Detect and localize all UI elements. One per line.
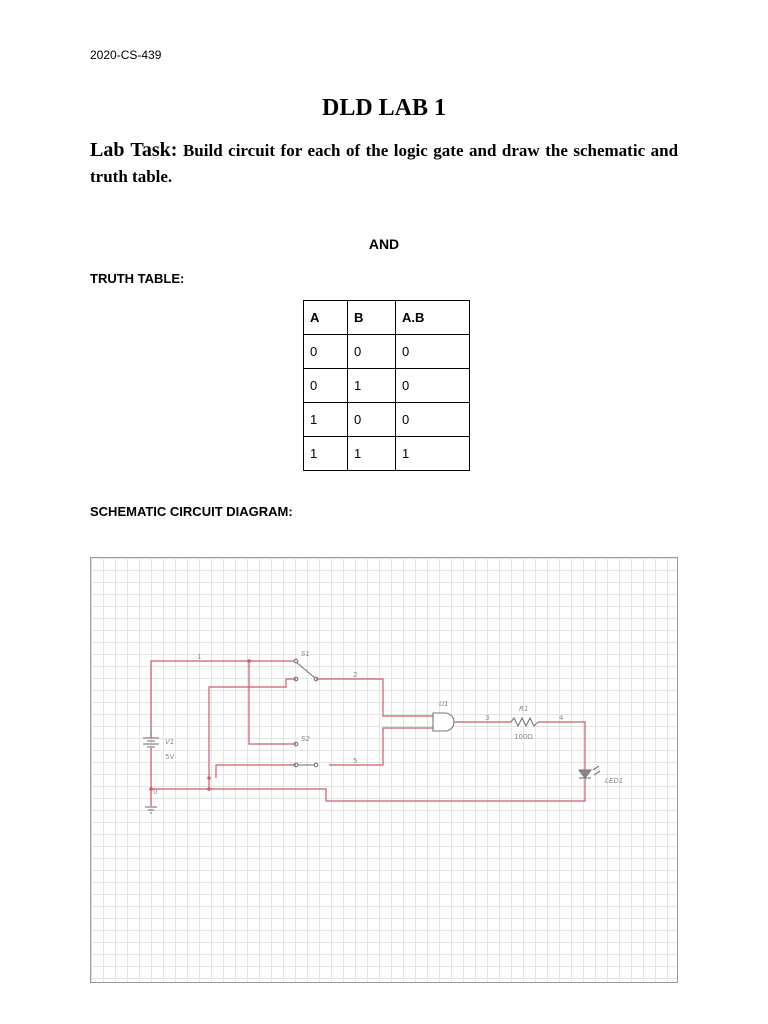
table-row bbox=[304, 437, 470, 471]
resistor-r1-label: R1 bbox=[519, 705, 529, 713]
junction-dots bbox=[149, 659, 251, 791]
table-cell: 0 bbox=[396, 335, 470, 369]
column-header-b: B bbox=[348, 301, 396, 335]
net-label-5: 5 bbox=[353, 757, 358, 765]
schematic-svg bbox=[91, 558, 679, 984]
lab-task bbox=[90, 137, 678, 190]
table-row bbox=[304, 369, 470, 403]
junction-dot bbox=[247, 659, 251, 663]
switch-s1-icon bbox=[294, 659, 318, 681]
gate-name: AND bbox=[368, 236, 400, 252]
switch-s2-label: S2 bbox=[301, 735, 310, 743]
column-header-output: A.B bbox=[396, 301, 470, 335]
battery-v1-label: V1 bbox=[165, 738, 175, 746]
wire-net-5 bbox=[216, 765, 296, 778]
ground-icon bbox=[145, 807, 157, 813]
net-label-1: 1 bbox=[197, 653, 202, 661]
table-row bbox=[304, 403, 470, 437]
resistor-value-label: 100Ω bbox=[514, 733, 533, 741]
switch-s1-label: S1 bbox=[301, 650, 310, 658]
net-label-4: 4 bbox=[559, 714, 564, 722]
roll-number: 2020-CS-439 bbox=[90, 48, 162, 62]
table-cell: 0 bbox=[396, 369, 470, 403]
table-cell: 0 bbox=[396, 403, 470, 437]
wire-net-4 bbox=[538, 722, 585, 770]
net-label-3: 3 bbox=[485, 714, 490, 722]
junction-dot bbox=[207, 787, 211, 791]
table-cell: 0 bbox=[348, 403, 396, 437]
truth-table-header-row bbox=[304, 301, 470, 335]
truth-table-heading: TRUTH TABLE: bbox=[90, 271, 185, 286]
and-gate-icon bbox=[433, 713, 457, 731]
table-cell: 0 bbox=[304, 335, 348, 369]
table-cell: 1 bbox=[304, 403, 348, 437]
table-cell: 1 bbox=[348, 437, 396, 471]
column-header-a: A bbox=[304, 301, 348, 335]
schematic-diagram bbox=[90, 557, 678, 983]
lab-task-label: Lab Task: bbox=[90, 139, 178, 161]
led-icon bbox=[579, 766, 600, 778]
switch-s2-icon bbox=[294, 742, 318, 767]
resistor-icon bbox=[511, 718, 538, 726]
page-title: DLD LAB 1 bbox=[321, 95, 447, 121]
net-label-0: 0 bbox=[153, 788, 158, 796]
wire-gate-input-b bbox=[329, 728, 433, 765]
junction-dot bbox=[207, 776, 211, 780]
table-cell: 0 bbox=[304, 369, 348, 403]
wire-net-2 bbox=[316, 679, 433, 716]
battery-voltage-label: 5V bbox=[165, 753, 175, 761]
wire-net-1 bbox=[151, 661, 296, 744]
table-row bbox=[304, 335, 470, 369]
net-label-2: 2 bbox=[353, 671, 358, 679]
table-cell: 1 bbox=[348, 369, 396, 403]
gate-u1-label: U1 bbox=[439, 700, 449, 708]
truth-table bbox=[303, 300, 470, 471]
table-cell: 1 bbox=[304, 437, 348, 471]
led-label: LED1 bbox=[605, 777, 624, 785]
wire-s1-lower bbox=[209, 679, 296, 778]
table-cell: 0 bbox=[348, 335, 396, 369]
lab-task-text: Build circuit for each of the logic gate and draw the schematic and truth table. bbox=[90, 141, 679, 186]
battery-icon bbox=[143, 730, 159, 747]
table-cell: 1 bbox=[396, 437, 470, 471]
schematic-heading: SCHEMATIC CIRCUIT DIAGRAM: bbox=[90, 504, 293, 519]
